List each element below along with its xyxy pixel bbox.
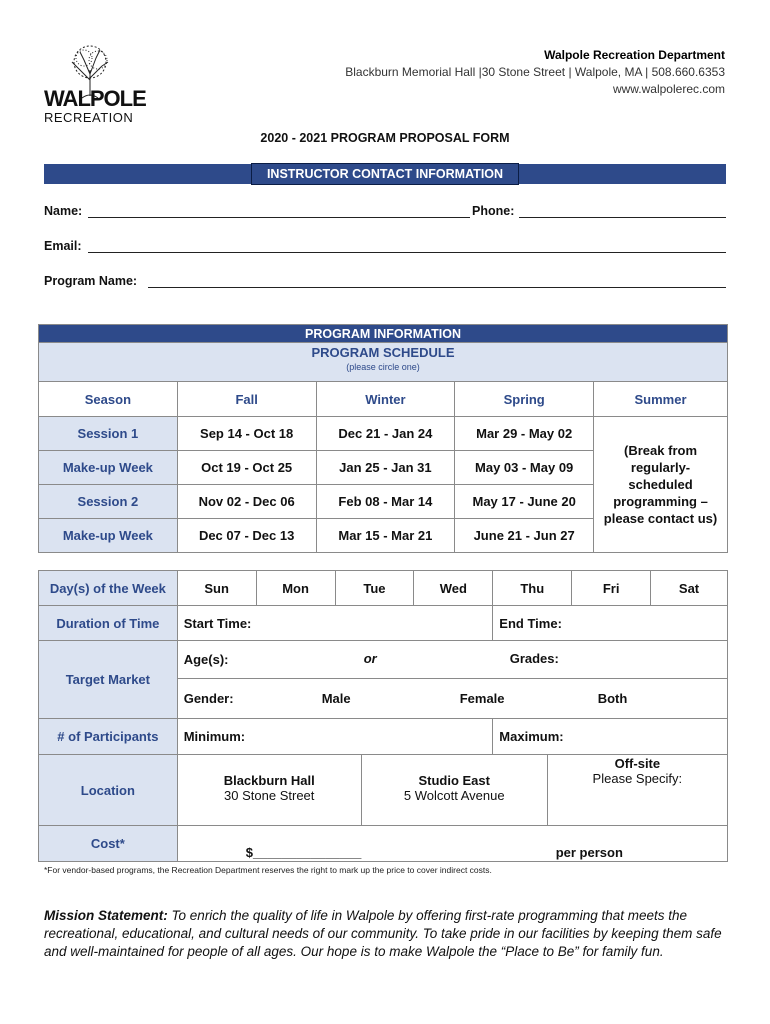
gender-label: Gender: (183, 691, 234, 706)
cost-value[interactable]: $_______________ (245, 845, 362, 860)
row-label: Make-up Week (39, 451, 178, 485)
schedule-header (39, 343, 728, 382)
session-date[interactable]: June 21 - Jun 27 (455, 519, 594, 553)
session-date[interactable]: May 17 - June 20 (455, 485, 594, 519)
location-address: 5 Wolcott Avenue (403, 788, 505, 803)
gender-row[interactable] (177, 679, 727, 719)
location-specify: Please Specify: (592, 771, 683, 786)
or-label: or (363, 651, 377, 666)
season-summer: Summer (594, 382, 728, 417)
session-date[interactable]: Nov 02 - Dec 06 (177, 485, 316, 519)
cost-field[interactable] (177, 826, 727, 862)
department-info (345, 47, 725, 98)
cost-label: Cost* (39, 826, 178, 862)
start-time-field[interactable]: Start Time: (177, 606, 493, 641)
session-date[interactable]: Jan 25 - Jan 31 (316, 451, 455, 485)
minimum-field[interactable]: Minimum: (177, 719, 493, 755)
schedule-note: (please circle one) (346, 362, 420, 372)
day-option[interactable]: Tue (335, 571, 414, 606)
location-options (177, 755, 727, 826)
session-date[interactable]: May 03 - May 09 (455, 451, 594, 485)
session-date[interactable]: Oct 19 - Oct 25 (177, 451, 316, 485)
location-name: Blackburn Hall (223, 773, 315, 788)
session-date[interactable]: Dec 21 - Jan 24 (316, 417, 455, 451)
participants-label: # of Participants (39, 719, 178, 755)
location-name: Off-site (614, 756, 661, 771)
department-address: Blackburn Memorial Hall |30 Stone Street | Walpole, MA | 508.660.6353 (345, 65, 725, 79)
program-name-label: Program Name: (44, 274, 138, 288)
row-label: Session 1 (39, 417, 178, 451)
gender-female[interactable]: Female (459, 691, 505, 706)
location-address: 30 Stone Street (224, 788, 315, 803)
day-option[interactable]: Wed (414, 571, 493, 606)
session-date[interactable]: Feb 08 - Mar 14 (316, 485, 455, 519)
target-market-label: Target Market (39, 641, 178, 719)
program-schedule-table (38, 324, 728, 553)
form-title: 2020 - 2021 PROGRAM PROPOSAL FORM (260, 131, 510, 145)
season-header: Season (39, 382, 178, 417)
email-field[interactable] (88, 252, 726, 253)
department-name: Walpole Recreation Department (544, 48, 725, 62)
department-website[interactable]: www.walpolerec.com (612, 82, 725, 96)
day-option[interactable]: Sun (177, 571, 256, 606)
gender-both[interactable]: Both (597, 691, 628, 706)
summer-note: (Break from regularly-scheduled programming – please contact us) (594, 417, 728, 553)
end-time-field[interactable]: End Time: (493, 606, 728, 641)
session-date[interactable]: Mar 29 - May 02 (455, 417, 594, 451)
location-studio-east[interactable] (362, 755, 548, 825)
mission-statement (44, 907, 724, 961)
gender-male[interactable]: Male (321, 691, 351, 706)
season-fall: Fall (177, 382, 316, 417)
session-date[interactable]: Mar 15 - Mar 21 (316, 519, 455, 553)
day-option[interactable]: Sat (651, 571, 728, 606)
logo-subtitle: RECREATION (44, 110, 134, 125)
schedule-title: PROGRAM SCHEDULE (311, 345, 455, 360)
logo-wordmark: WALPOLE (44, 86, 146, 111)
email-label: Email: (44, 239, 82, 253)
program-info-title: PROGRAM INFORMATION (39, 325, 728, 343)
program-name-field[interactable] (148, 287, 726, 288)
maximum-field[interactable]: Maximum: (493, 719, 728, 755)
duration-label: Duration of Time (39, 606, 178, 641)
phone-field[interactable] (519, 217, 726, 218)
location-name: Studio East (418, 773, 490, 788)
name-label: Name: (44, 204, 83, 218)
per-person-label: per person (555, 845, 623, 860)
ages-label: Age(s): (183, 652, 229, 667)
location-label: Location (39, 755, 178, 826)
ages-grades-row[interactable] (177, 641, 727, 679)
season-winter: Winter (316, 382, 455, 417)
session-date[interactable]: Sep 14 - Oct 18 (177, 417, 316, 451)
phone-label: Phone: (472, 204, 515, 218)
program-details-table (38, 570, 728, 862)
season-spring: Spring (455, 382, 594, 417)
session-date[interactable]: Dec 07 - Dec 13 (177, 519, 316, 553)
footnote: *For vendor-based programs, the Recreation Department reserves the right to mark up the price to cover indirect costs. (44, 865, 492, 875)
name-field[interactable] (88, 217, 470, 218)
mission-text: To enrich the quality of life in Walpole by offering first-rate programming that meets the recreational, educational, and cultural needs of our community. To take pride in our facilities by keeping them safe and well-maintained for people of all ages. Our hope is to make Walpole the “Place to Be” for family fun. (44, 908, 722, 959)
location-offsite[interactable] (548, 755, 727, 825)
location-blackburn[interactable] (178, 755, 362, 825)
days-label: Day(s) of the Week (39, 571, 178, 606)
day-option[interactable]: Thu (493, 571, 572, 606)
day-option[interactable]: Mon (256, 571, 335, 606)
row-label: Make-up Week (39, 519, 178, 553)
contact-section-title: INSTRUCTOR CONTACT INFORMATION (252, 164, 518, 184)
day-option[interactable]: Fri (572, 571, 651, 606)
grades-label: Grades: (509, 651, 559, 666)
mission-label: Mission Statement: (44, 908, 168, 923)
row-label: Session 2 (39, 485, 178, 519)
